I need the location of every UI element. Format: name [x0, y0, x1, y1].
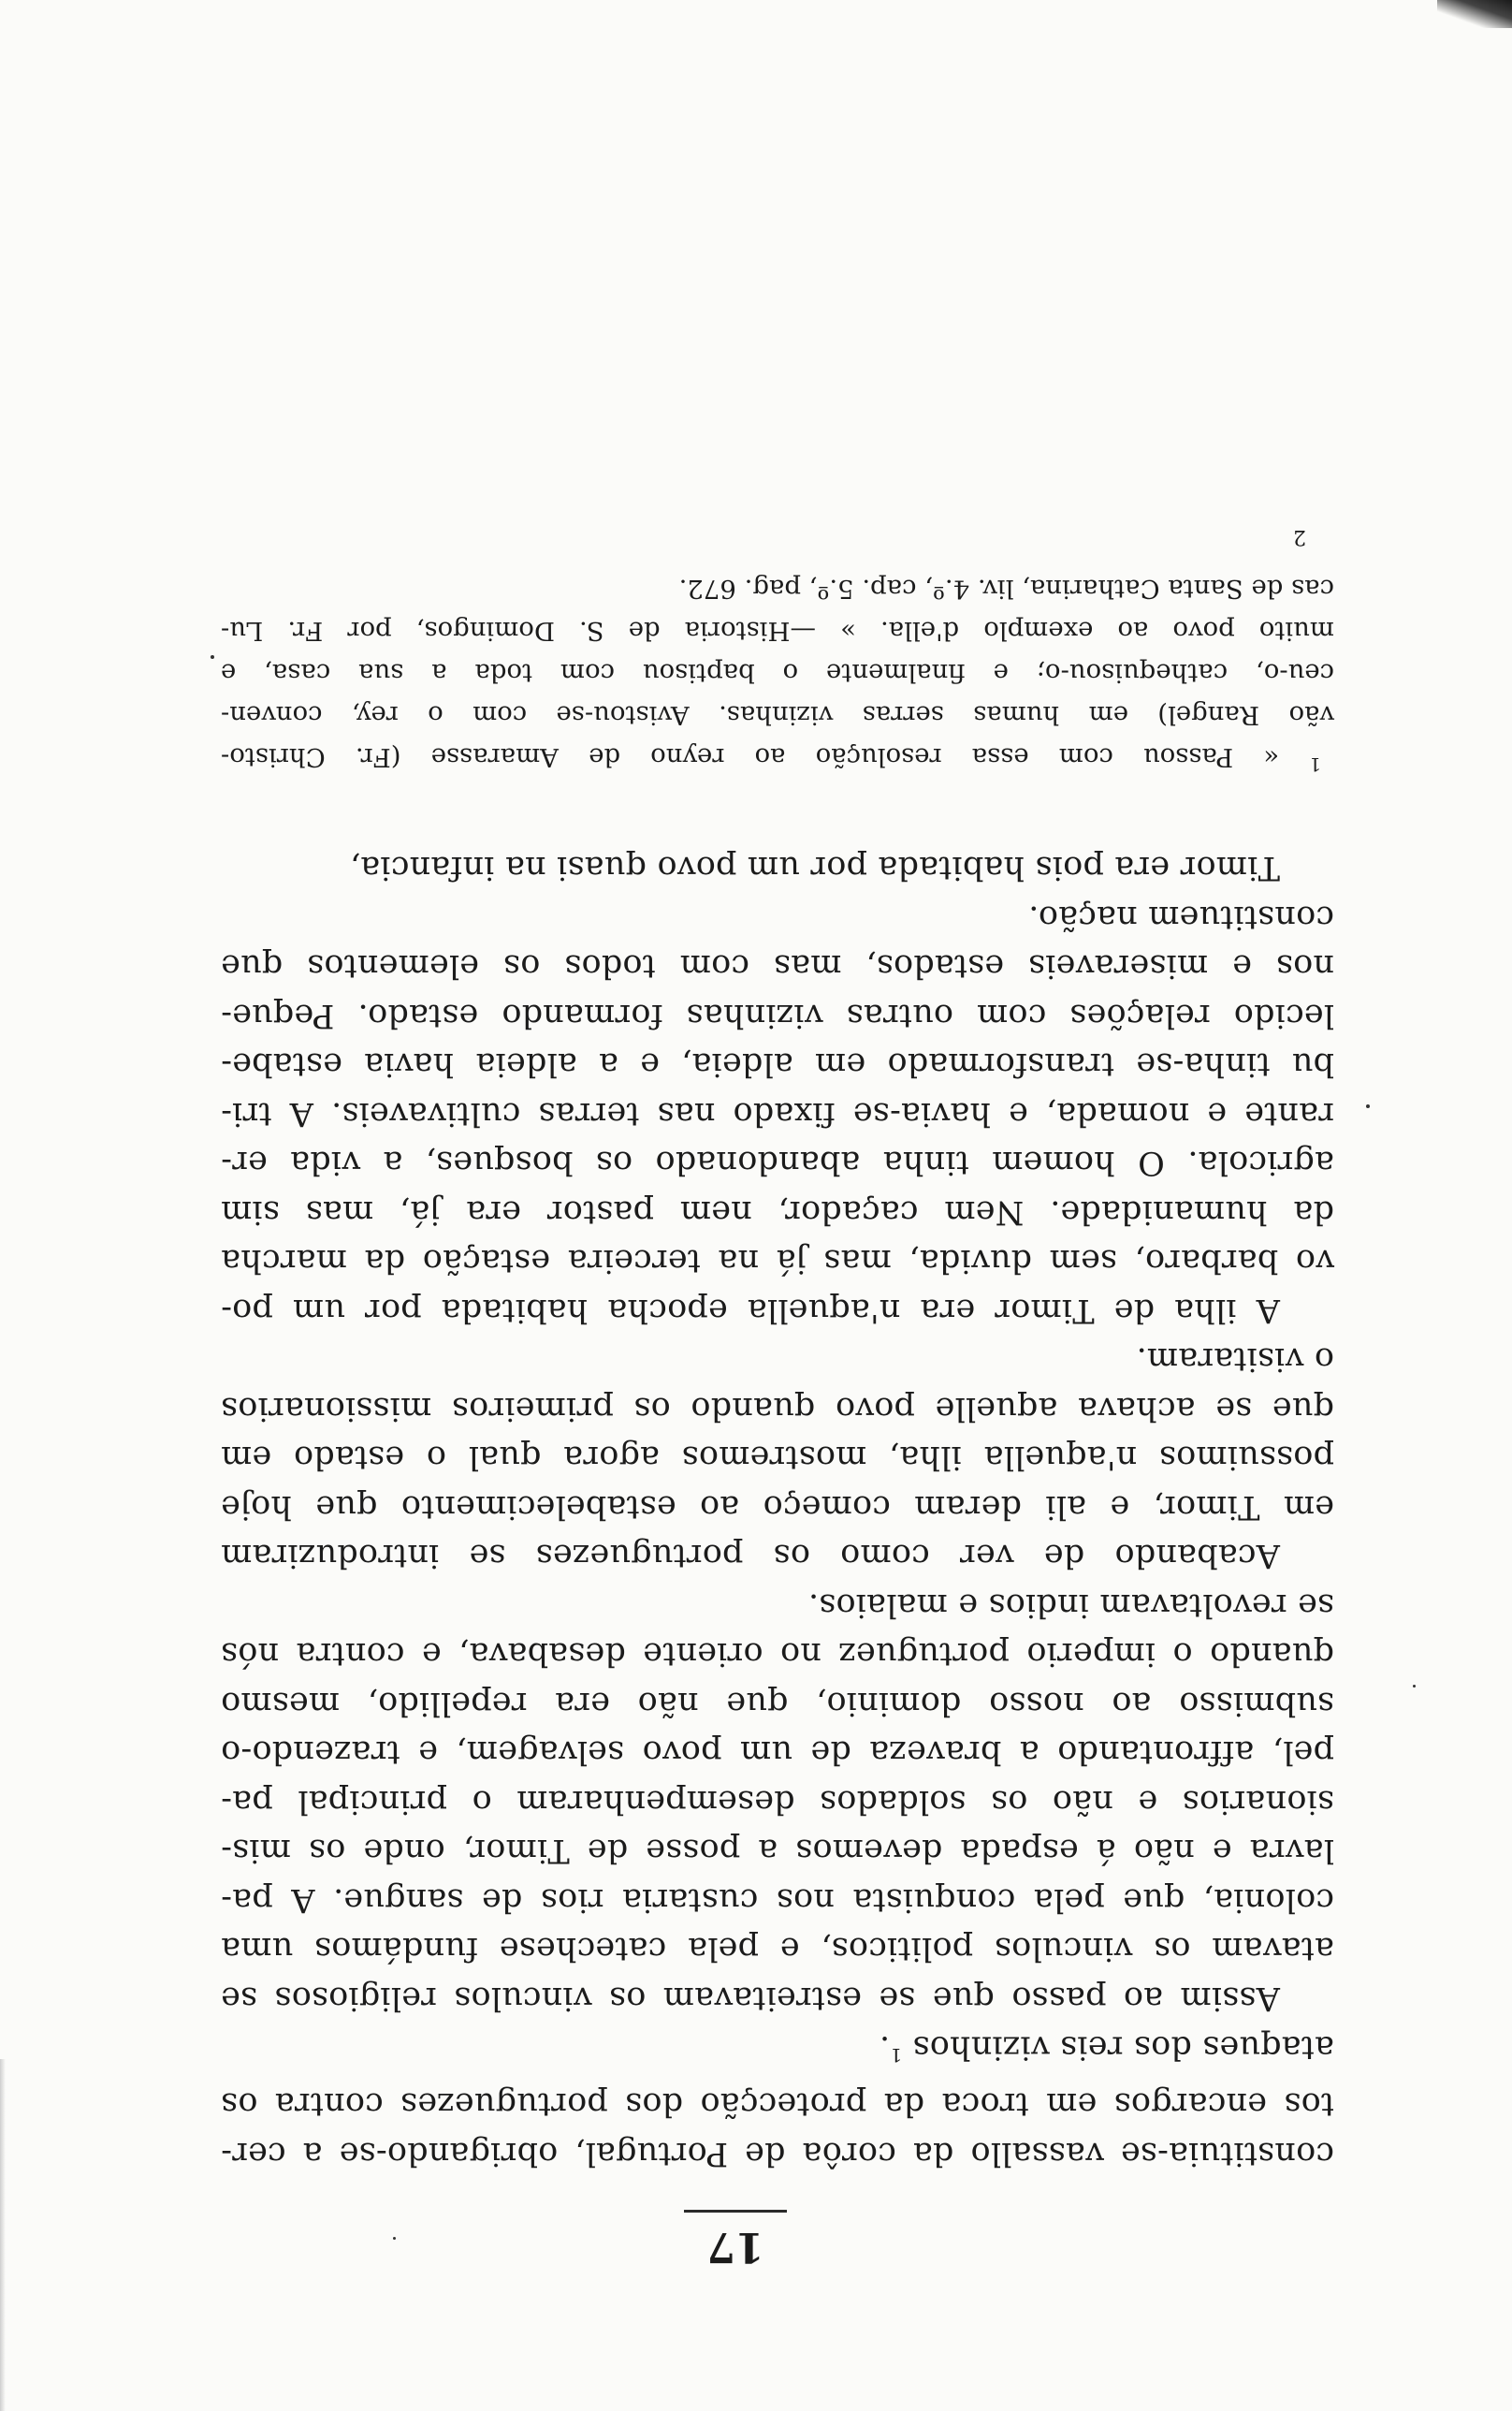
text-line: o visitaram. — [1136, 1340, 1334, 1379]
text-line: sionarios e não os soldados desempenharam o principal pa- — [221, 1782, 1334, 1820]
footnote-line: cas de Santa Catharina, liv. 4.º, cap. 5.º, pag. 672. — [678, 573, 1334, 604]
text-line: A ilha de Timor era n'aquella epocha habitada por um po- — [221, 1291, 1280, 1329]
text-line: colonia, que pela conquista nos custaria rios de sangue. A pa- — [221, 1880, 1334, 1919]
text-line: atavam os vinculos politicos, e pela catechese fundámos uma — [221, 1930, 1334, 1968]
paragraph-1 — [221, 2023, 1334, 2178]
text-line: submisso ao nosso dominio, que não era repellido, mesmo — [221, 1684, 1334, 1722]
text-line: vo barbaro, sem duvida, mas já na terceira estação da marcha — [221, 1242, 1334, 1280]
text-line: em Timor, e ali deram começo ao estabelecimento que hoje — [221, 1487, 1334, 1526]
text-line-content: ataques dos reis vizinhos — [912, 2028, 1334, 2067]
text-line: rante e nomada, e havia-se fixado nas terras cultivaveis. A tri- — [221, 1094, 1334, 1132]
footnote-line-content: « Passou com essa resolução ao reyno de Amarasse (Fr. Christo- — [221, 741, 1280, 772]
text-line: da humanidade. Nem caçador, nem pastor era já, mas sim — [221, 1192, 1334, 1231]
text-line: quando o imperio portuguez no oriente desabava, e contra nós — [221, 1635, 1334, 1673]
scan-speck — [1366, 1104, 1370, 1108]
text-line: agricola. O homem tinha abandonado os bosques, a vida er- — [221, 1144, 1334, 1182]
text-line: constituia-se vassallo da corôa de Portugal, obrigando-se a cer- — [221, 2135, 1334, 2172]
text-column — [221, 525, 1334, 2271]
text-line: lavra e não á espada devemos a posse de Timor, onde os mis- — [221, 1832, 1334, 1870]
text-line: lecido relações com outras vizinhas formando estado. Peque- — [221, 996, 1334, 1034]
text-line: tos encargos em troca da protecção dos portuguezes contra os — [221, 2085, 1334, 2124]
text-line-end: . — [879, 2028, 891, 2067]
paragraph-3 — [221, 1335, 1334, 1581]
footnote-reference: 1 — [890, 2044, 903, 2067]
page-number-rule — [684, 2210, 787, 2213]
paragraph-4 — [221, 892, 1334, 1335]
text-line: nos e miseraveis estados, mas com todos os elementos que — [221, 947, 1334, 986]
text-line: se revoltavam indios e malaios. — [807, 1585, 1334, 1624]
text-line: pel, affrontando a braveza de um povo selvagem, e trazendo-o — [221, 1733, 1334, 1772]
signature-mark: 2 — [1293, 524, 1306, 548]
text-line: Assim ao passo que se estreitavam os vinculos religiosos se — [221, 1979, 1280, 2017]
footnote-line: vão Rangel) em humas serras vizinhas. Avistou-se com o rey, conven- — [221, 699, 1334, 730]
paragraph-2 — [221, 1580, 1334, 2023]
text-line: que se achava aquelle povo quando os primeiros missionarios — [221, 1389, 1334, 1427]
text-line: Timor era pois habitada por um povo quasi na infancia, — [349, 849, 1280, 887]
footnote-line — [221, 736, 1334, 785]
paragraph-5 — [221, 843, 1334, 893]
text-line: bu tinha-se transformado em aldeia, e a aldeia havia estabe- — [221, 1045, 1334, 1084]
scan-speck — [393, 2237, 396, 2240]
scan-speck — [1413, 1685, 1416, 1688]
footnote-mark: 1 — [1309, 753, 1321, 776]
footnote — [221, 567, 1334, 785]
text-line: possuimos n'aquella ilha, mostremos agora qual o estado em — [221, 1439, 1334, 1477]
page-number: 17 — [706, 2223, 764, 2271]
scan-speck — [211, 655, 214, 659]
text-line: constituem nação. — [1028, 898, 1334, 936]
text-line: Acabando de ver como os portuguezes se introduziram — [221, 1537, 1280, 1575]
text-line — [221, 2023, 1334, 2080]
footnote-line: ceu-o, cathequisou-o; e finalmente o baptisou com toda a sua casa, e — [221, 657, 1334, 688]
footnote-line: muito povo ao exemplo d'ella. » —Historia de S. Domingos, por Fr. Lu- — [221, 615, 1334, 646]
